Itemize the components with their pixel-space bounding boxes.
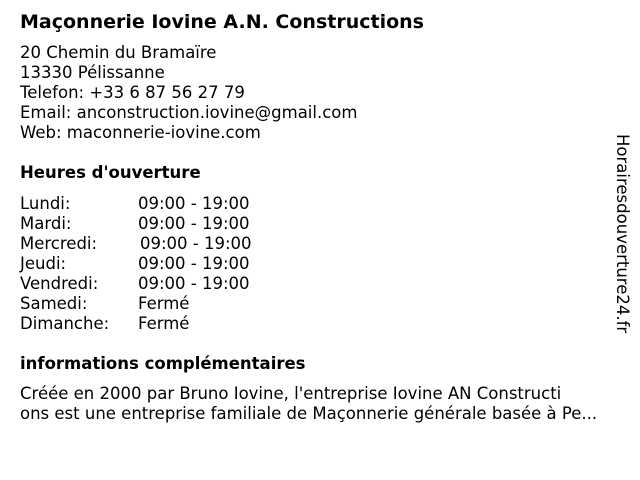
description-line-2: ons est une entreprise familiale de Maçonnerie générale basée à Pe...: [20, 404, 598, 423]
hours-heading: Heures d'ouverture: [20, 163, 201, 182]
day-hours: 09:00 - 19:00: [138, 194, 250, 213]
day-label: Dimanche:: [20, 314, 110, 333]
day-label: Lundi:: [20, 194, 71, 213]
day-hours: Fermé: [138, 314, 190, 333]
day-hours: 09:00 - 19:00: [140, 234, 252, 253]
phone-line: Telefon: +33 6 87 56 27 79: [20, 83, 245, 102]
business-description: [20, 384, 620, 424]
day-label: Jeudi:: [20, 254, 67, 273]
email-line: Email: anconstruction.iovine@gmail.com: [20, 103, 358, 122]
site-watermark: Horairesdouverture24.fr: [613, 134, 632, 334]
day-hours: 09:00 - 19:00: [138, 214, 250, 233]
web-line: Web: maconnerie-iovine.com: [20, 123, 261, 142]
day-label: Mardi:: [20, 214, 72, 233]
day-hours: 09:00 - 19:00: [138, 274, 250, 293]
day-label: Vendredi:: [20, 274, 99, 293]
day-hours: 09:00 - 19:00: [138, 254, 250, 273]
info-heading: informations complémentaires: [20, 354, 306, 373]
description-line-1: Créée en 2000 par Bruno Iovine, l'entreprise Iovine AN Constructi: [20, 384, 562, 403]
address-city: 13330 Pélissanne: [20, 63, 165, 82]
day-label: Mercredi:: [20, 234, 98, 253]
business-name: Maçonnerie Iovine A.N. Constructions: [20, 11, 424, 33]
contact-block: [20, 43, 357, 143]
day-label: Samedi:: [20, 294, 88, 313]
day-hours: Fermé: [138, 294, 190, 313]
address-street: 20 Chemin du Bramaïre: [20, 43, 217, 62]
